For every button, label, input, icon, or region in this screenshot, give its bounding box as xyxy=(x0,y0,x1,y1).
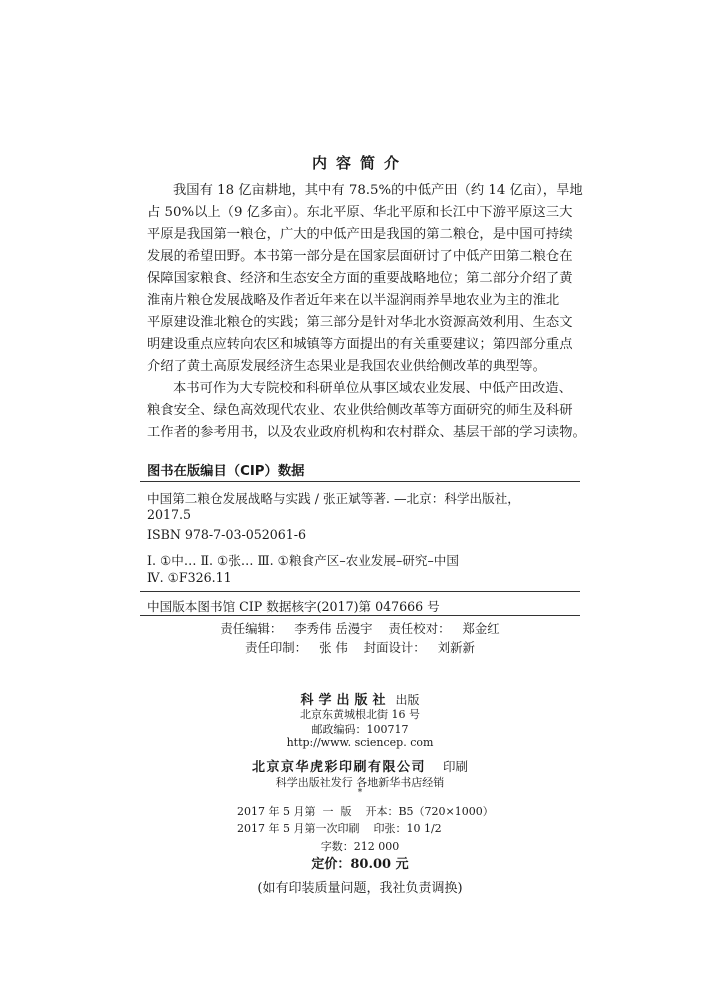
print-label: 责任印制： xyxy=(245,640,308,655)
printer-line xyxy=(0,756,720,775)
intro-p1-line: 占 50%以上（9 亿多亩）。东北平原、华北平原和长江中下游平原这三大 xyxy=(147,205,573,220)
printer-action: 印刷 xyxy=(443,759,469,774)
cip-heading: 图书在版编目（CIP）数据 xyxy=(147,464,305,479)
intro-title: 内容简介 xyxy=(311,154,408,172)
quality-note: (如有印装质量问题，我社负责调换) xyxy=(257,881,463,896)
intro-p2-line: 工作者的参考用书，以及农业政府机构和农村群众、基层干部的学习读物。 xyxy=(147,425,586,440)
publisher-postcode: 邮政编码：100717 xyxy=(311,723,409,736)
cip-bottom-rule xyxy=(140,615,580,616)
intro-p1-line: 发展的希望田野。本书第一部分是在国家层面研讨了中低产田第二粮仓在 xyxy=(147,249,573,264)
print-manager: 张 伟 xyxy=(319,640,348,655)
intro-p1-line: 明建设重点应转向农区和城镇等方面提出的有关重要建议；第四部分重点 xyxy=(147,337,573,352)
proof-label: 责任校对： xyxy=(388,621,451,636)
intro-p1-line: 平原是我国第一粮仓，广大的中低产田是我国的第二粮仓，是中国可持续 xyxy=(147,227,573,242)
staff-line-2 xyxy=(0,638,720,656)
cover-designer: 刘新新 xyxy=(437,640,475,655)
editors: 李秀伟 岳漫宇 xyxy=(294,621,373,636)
cover-label: 封面设计： xyxy=(363,640,426,655)
cip-classification: Ⅰ. ①中… Ⅱ. ①张… Ⅲ. ①粮食产区–农业发展–研究–中国 xyxy=(147,553,459,568)
publisher-address: 北京东黄城根北街 16 号 xyxy=(300,708,420,721)
price: 定价：80.00 元 xyxy=(311,857,409,872)
staff-line-1 xyxy=(0,619,720,637)
intro-p2-line: 粮食安全、绿色高效现代农业、农业供给侧改革等方面研究的师生及科研 xyxy=(147,403,573,418)
cip-isbn: ISBN 978-7-03-052061-6 xyxy=(147,527,307,542)
word-count: 字数：212 000 xyxy=(320,840,400,853)
publisher-name: 科学出版社 xyxy=(300,693,391,708)
intro-p1-line: 介绍了黄土高原发展经济生态果业是我国农业供给侧改革的典型等。 xyxy=(147,359,546,374)
printing-line: 2017 年 5 月第一次印刷 印张：10 1/2 xyxy=(237,822,442,835)
publisher-action: 出版 xyxy=(395,693,420,707)
intro-p1-line: 保障国家粮食、经济和生态安全方面的重要战略地位；第二部分介绍了黄 xyxy=(147,271,573,286)
cip-record-number: 中国版本图书馆 CIP 数据核字(2017)第 047666 号 xyxy=(147,599,440,614)
cip-mid-rule xyxy=(140,591,580,592)
editor-label: 责任编辑： xyxy=(220,621,283,636)
intro-p1-line: 淮南片粮仓发展战略及作者近年来在以半湿润雨养旱地农业为主的淮北 xyxy=(147,293,560,308)
proofreader: 郑金红 xyxy=(462,621,500,636)
intro-paragraph-2 xyxy=(147,378,586,444)
intro-p1-line: 平原建设淮北粮仓的实践；第三部分是针对华北水资源高效利用、生态文 xyxy=(147,315,573,330)
edition-line: 2017 年 5 月第 一 版 开本：B5（720×1000） xyxy=(237,805,494,818)
intro-paragraph-1 xyxy=(147,180,583,378)
printer-name: 北京京华虎彩印刷有限公司 xyxy=(251,760,426,775)
distribution-line: 科学出版社发行 各地新华书店经销 xyxy=(275,776,445,789)
intro-p1-line: 我国有 18 亿亩耕地，其中有 78.5%的中低产田（约 14 亿亩），旱地 xyxy=(173,183,583,198)
intro-p2-line: 本书可作为大专院校和科研单位从事区域农业发展、中低产田改造、 xyxy=(173,381,572,396)
cip-top-rule xyxy=(140,481,580,482)
publisher-url: http://www. sciencep. com xyxy=(286,736,434,749)
cip-classification-code: Ⅳ. ①F326.11 xyxy=(147,570,232,585)
separator-asterisk: * xyxy=(357,788,363,798)
cip-bibliographic-year: 2017.5 xyxy=(147,507,192,522)
cip-bibliographic-line: 中国第二粮仓发展战略与实践 / 张正斌等著. —北京：科学出版社， xyxy=(147,491,520,506)
